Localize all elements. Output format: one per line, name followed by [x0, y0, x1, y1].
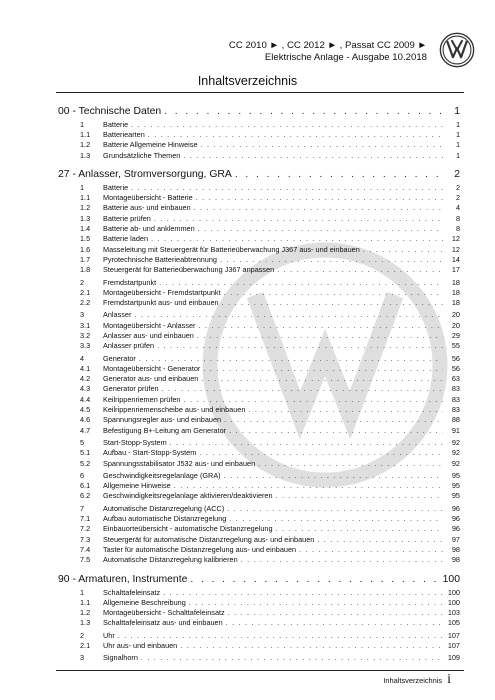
- toc-entry-number: 1.3: [80, 213, 91, 223]
- toc-entry[interactable]: [58, 374, 460, 384]
- dot-leader: [299, 545, 443, 554]
- toc-entry[interactable]: [58, 587, 460, 597]
- toc-entry-title: Spannungsregler aus- und einbauen: [103, 415, 222, 425]
- toc-page-number: 92: [451, 437, 460, 447]
- toc-entry[interactable]: [58, 297, 460, 307]
- toc-entry[interactable]: [58, 254, 460, 264]
- dot-leader: [226, 618, 443, 627]
- toc-entry[interactable]: [58, 458, 460, 468]
- toc-entry-number: 3.1: [80, 320, 91, 330]
- toc-entry-number: 3.2: [80, 330, 91, 340]
- toc-entry-title: Geschwindigkeitsregelanlage aktivieren/deaktivieren: [103, 491, 273, 501]
- toc-entry[interactable]: [58, 618, 460, 628]
- toc-entry-number: 4.5: [80, 405, 91, 415]
- toc-page-number: 63: [451, 374, 460, 384]
- toc-page-number: 95: [451, 481, 460, 491]
- dot-leader: [164, 106, 443, 117]
- toc-entry-title: Batterie aus- und einbauen: [103, 203, 191, 213]
- toc-entry-number: 3.3: [80, 341, 91, 351]
- toc-entry-number: 7.4: [80, 544, 91, 554]
- dot-leader: [248, 405, 443, 414]
- page-title: Inhaltsverzeichnis: [197, 74, 298, 88]
- toc-entry[interactable]: [58, 320, 460, 330]
- toc-entry-number: 1: [80, 587, 85, 597]
- toc-page-number: 107: [447, 641, 460, 650]
- dot-leader: [224, 288, 443, 297]
- toc-entry-number: 1.2: [80, 140, 91, 150]
- toc-entry[interactable]: [58, 555, 460, 565]
- dot-leader: [224, 471, 443, 480]
- toc-entry-title: Automatische Distanzregelung (ACC): [103, 503, 225, 513]
- toc-entry-title: Anlasser: [103, 310, 132, 320]
- toc-page-number: 105: [447, 618, 460, 628]
- toc-page-number: 18: [451, 277, 460, 287]
- toc-entry-title: Montageübersicht - Batterie: [103, 193, 193, 203]
- title-divider: [56, 92, 464, 93]
- toc-entry[interactable]: [58, 534, 460, 544]
- toc-entry-title: Geschwindigkeitsregelanlage (GRA): [103, 470, 221, 480]
- toc-entry-title: Anlasser prüfen: [103, 341, 155, 351]
- toc-page-number: 1: [455, 119, 460, 129]
- dot-leader: [194, 203, 443, 212]
- toc-entry-number: 6.1: [80, 481, 91, 491]
- toc-page-number: 4: [455, 203, 460, 213]
- toc-page-number: 56: [451, 353, 460, 363]
- toc-entry[interactable]: [58, 448, 460, 458]
- dot-leader: [162, 384, 443, 393]
- dot-leader: [228, 608, 443, 617]
- toc-entry-title: Einbauorteübersicht - automatische Distanzregelung: [103, 524, 273, 534]
- toc-entry-number: 4.2: [80, 374, 91, 384]
- toc-entry-title: Aufbau automatische Distanzregelung: [103, 514, 227, 524]
- toc-entry-title: Uhr: [103, 630, 115, 640]
- header-models: CC 2010 ► , CC 2012 ► , Passat CC 2009 ►: [228, 40, 427, 51]
- toc-entry-number: 1.1: [80, 193, 91, 203]
- toc-page-number: 96: [451, 514, 460, 524]
- dot-leader: [229, 426, 443, 435]
- toc-page-number: 100: [442, 573, 460, 585]
- toc-entry[interactable]: [58, 491, 460, 501]
- toc-page-number: 18: [451, 298, 460, 308]
- toc-entry-title: Batterie prüfen: [103, 213, 151, 223]
- toc-page-number: 17: [451, 265, 460, 275]
- dot-leader: [276, 491, 443, 500]
- toc-entry-title: Aufbau - Start-Stopp-System: [103, 448, 197, 458]
- toc-entry-title: Montageübersicht - Generator: [103, 363, 201, 373]
- toc-entry[interactable]: [58, 341, 460, 351]
- header-edition: Elektrische Anlage - Ausgabe 10.2018: [264, 51, 427, 63]
- toc-entry-number: 4.3: [80, 384, 91, 394]
- toc-page-number: 92: [451, 458, 460, 468]
- toc-entry-number: 3: [80, 653, 85, 663]
- toc-entry[interactable]: [58, 653, 460, 663]
- toc-entry-number: 7.3: [80, 534, 91, 544]
- toc-page-number: 56: [451, 363, 460, 373]
- dot-leader: [174, 481, 443, 490]
- toc-entry-title: Grundsätzliche Themen: [103, 150, 181, 160]
- dot-leader: [198, 224, 443, 233]
- dot-leader: [222, 298, 443, 307]
- toc-entry[interactable]: [58, 310, 460, 320]
- toc-entry[interactable]: [58, 234, 460, 244]
- dot-leader: [131, 120, 443, 129]
- toc-entry[interactable]: [58, 415, 460, 425]
- dot-leader: [157, 341, 443, 350]
- toc-entry-number: 6: [80, 470, 85, 480]
- toc-page-number: 55: [451, 341, 460, 351]
- dot-leader: [141, 653, 443, 662]
- dot-leader: [170, 438, 443, 447]
- toc-entry-title: Taster für automatische Distanzregelung aus- und einbauen: [103, 544, 297, 554]
- toc-entry-title: Schalttafeleinsatz: [103, 587, 161, 597]
- toc-page-number: 100: [447, 587, 460, 597]
- toc-entry[interactable]: [58, 287, 460, 297]
- toc-entry-title: Steuergerät für automatische Distanzregelung aus- und einbauen: [103, 534, 315, 544]
- toc-entry-title: Anlasser aus- und einbauen: [103, 330, 194, 340]
- toc-entry-number: 2.2: [80, 298, 91, 308]
- toc-section-title: 27 - Anlasser, Stromversorgung, GRA: [58, 169, 232, 181]
- toc-page-number: 96: [451, 524, 460, 534]
- toc-page-number: 2: [455, 182, 460, 192]
- toc-entry-title: Allgemeine Hinweise: [103, 481, 171, 491]
- toc-entry-number: 1: [80, 119, 85, 129]
- toc-entry-title: Keilrippenriemenscheibe aus- und einbauen: [103, 405, 246, 415]
- dot-leader: [190, 574, 439, 585]
- toc-entry-number: 5.2: [80, 458, 91, 468]
- toc-page-number: 12: [451, 244, 460, 254]
- toc-entry-number: 4.1: [80, 363, 91, 373]
- toc-entry[interactable]: [58, 481, 460, 491]
- toc-entry-number: 1: [80, 182, 85, 192]
- toc-page-number: 1: [455, 140, 460, 150]
- dot-leader: [148, 130, 443, 139]
- toc-page-number: 20: [451, 310, 460, 320]
- toc-entry-title: Generator: [103, 353, 136, 363]
- toc-entry[interactable]: [58, 544, 460, 554]
- toc-entry[interactable]: [58, 129, 460, 139]
- toc-entry[interactable]: [58, 513, 460, 523]
- toc-page-number: 83: [451, 394, 460, 404]
- dot-leader: [241, 555, 443, 564]
- toc-entry[interactable]: [58, 244, 460, 254]
- toc-entry-title: Uhr aus- und einbauen: [103, 641, 178, 650]
- toc-entry-number: 6.2: [80, 491, 91, 501]
- toc-entry-number: 1.2: [80, 203, 91, 213]
- toc-entry-number: 4.4: [80, 394, 91, 404]
- toc-page-number: 92: [451, 448, 460, 458]
- toc-entry[interactable]: [58, 503, 460, 513]
- toc-entry-number: 7: [80, 503, 85, 513]
- toc-entry[interactable]: [58, 277, 460, 287]
- toc-entry-title: Fremdstartpunkt: [103, 277, 157, 287]
- toc-entry[interactable]: [58, 182, 460, 192]
- toc-page-number: 1: [455, 129, 460, 139]
- table-of-contents: [58, 97, 460, 663]
- dot-leader: [199, 448, 443, 457]
- toc-entry[interactable]: [58, 265, 460, 275]
- footer-divider: [56, 670, 464, 671]
- toc-entry-number: 4: [80, 353, 85, 363]
- toc-entry[interactable]: [58, 150, 460, 160]
- toc-entry[interactable]: [58, 630, 460, 640]
- toc-entry[interactable]: [58, 363, 460, 373]
- toc-entry-number: 1.5: [80, 234, 91, 244]
- toc-entry[interactable]: [58, 640, 460, 650]
- dot-leader: [189, 598, 443, 607]
- toc-entry-title: Pyrotechnische Batterieabtrennung: [103, 254, 217, 264]
- dot-leader: [363, 245, 443, 254]
- toc-entry-number: 1.3: [80, 150, 91, 160]
- toc-entry-number: 2: [80, 277, 85, 287]
- toc-entry-title: Fremdstartpunkt aus- und einbauen: [103, 298, 219, 308]
- toc-entry-number: 7.2: [80, 524, 91, 534]
- dot-leader: [229, 514, 443, 523]
- toc-entry-number: 2.1: [80, 641, 91, 650]
- toc-page-number: 1: [455, 150, 460, 160]
- toc-entry[interactable]: [58, 192, 460, 202]
- dot-leader: [118, 631, 443, 640]
- toc-page-number: 95: [451, 470, 460, 480]
- toc-page-number: 2: [455, 193, 460, 203]
- dot-leader: [258, 459, 443, 468]
- toc-page-number: 29: [451, 330, 460, 340]
- dot-leader: [235, 169, 443, 180]
- dot-leader: [276, 524, 443, 533]
- dot-leader: [317, 535, 443, 544]
- toc-entry[interactable]: [58, 470, 460, 480]
- dot-leader: [203, 364, 443, 373]
- toc-page-number: 12: [451, 234, 460, 244]
- toc-entry-number: 4.6: [80, 415, 91, 425]
- dot-leader: [163, 588, 443, 597]
- toc-section-title: 00 - Technische Daten: [58, 106, 162, 117]
- dot-leader: [220, 255, 443, 264]
- toc-entry-title: Generator prüfen: [103, 384, 159, 394]
- toc-section[interactable]: [58, 568, 460, 585]
- toc-entry-title: Keilrippenriemen prüfen: [103, 394, 181, 404]
- toc-entry-number: 5.1: [80, 448, 91, 458]
- toc-page-number: 83: [451, 405, 460, 415]
- toc-entry[interactable]: [58, 140, 460, 150]
- toc-entry[interactable]: [58, 607, 460, 617]
- toc-entry-title: Befestigung B+-Leitung am Generator: [103, 425, 227, 435]
- dot-leader: [134, 310, 443, 319]
- toc-entry-number: 2: [80, 630, 85, 640]
- toc-entry-title: Montageübersicht - Anlasser: [103, 320, 196, 330]
- toc-entry-title: Batterie laden: [103, 234, 149, 244]
- dot-leader: [277, 265, 443, 274]
- toc-entry-title: Spannungsstabilisator J532 aus- und einbauen: [103, 458, 256, 468]
- dot-leader: [183, 151, 443, 160]
- toc-entry[interactable]: [58, 394, 460, 404]
- toc-entry[interactable]: [58, 223, 460, 233]
- toc-entry[interactable]: [58, 597, 460, 607]
- toc-entry[interactable]: [58, 425, 460, 435]
- dot-leader: [131, 183, 443, 192]
- toc-entry-title: Start-Stopp-System: [103, 437, 167, 447]
- toc-section-title: 90 - Armaturen, Instrumente: [58, 573, 188, 585]
- toc-entry-title: Batteriearten: [103, 129, 145, 139]
- dot-leader: [201, 140, 443, 149]
- dot-leader: [139, 354, 443, 363]
- toc-entry-number: 5: [80, 437, 85, 447]
- toc-entry-title: Schalttafeleinsatz aus- und einbauen: [103, 618, 223, 628]
- dot-leader: [180, 641, 443, 650]
- toc-entry-title: Generator aus- und einbauen: [103, 374, 199, 384]
- toc-section[interactable]: [58, 100, 460, 117]
- toc-page-number: 97: [451, 534, 460, 544]
- toc-entry-title: Batterie: [103, 182, 129, 192]
- dot-leader: [196, 193, 443, 202]
- toc-entry[interactable]: [58, 384, 460, 394]
- toc-entry-number: 4.7: [80, 425, 91, 435]
- dot-leader: [183, 395, 443, 404]
- toc-page-number: 100: [447, 597, 460, 607]
- toc-entry-number: 1.1: [80, 597, 91, 607]
- toc-page-number: 103: [447, 608, 460, 618]
- toc-entry[interactable]: [58, 213, 460, 223]
- toc-page-number: 2: [454, 169, 460, 181]
- toc-entry-number: 3: [80, 310, 85, 320]
- toc-entry-title: Signalhorn: [103, 653, 138, 663]
- toc-entry-number: 1.6: [80, 244, 91, 254]
- vw-logo-icon: [439, 32, 475, 68]
- toc-entry[interactable]: [58, 524, 460, 534]
- dot-leader: [201, 374, 443, 383]
- toc-page-number: 107: [447, 630, 460, 640]
- toc-entry-number: 1.4: [80, 224, 91, 234]
- dot-leader: [198, 321, 443, 330]
- dot-leader: [224, 415, 443, 424]
- toc-entry[interactable]: [58, 437, 460, 447]
- footer-label: Inhaltsverzeichnis: [383, 676, 443, 685]
- toc-entry-number: 1.8: [80, 265, 91, 275]
- toc-page-number: 83: [451, 384, 460, 394]
- toc-entry-title: Batterie ab- und anklemmen: [103, 224, 195, 234]
- toc-page-number: 95: [451, 491, 460, 501]
- toc-section[interactable]: [58, 163, 460, 180]
- toc-entry-title: Batterie Allgemeine Hinweise: [103, 140, 198, 150]
- toc-entry-number: 1.2: [80, 608, 91, 618]
- toc-entry[interactable]: [58, 353, 460, 363]
- toc-page-number: 88: [451, 415, 460, 425]
- dot-leader: [227, 504, 443, 513]
- toc-entry-title: Automatische Distanzregelung kalibrieren: [103, 555, 238, 565]
- toc-page-number: 8: [455, 213, 460, 223]
- toc-entry[interactable]: [58, 203, 460, 213]
- dot-leader: [159, 278, 443, 287]
- toc-entry-title: Montageübersicht - Schalttafeleinsatz: [103, 608, 225, 618]
- toc-entry-title: Batterie: [103, 119, 129, 129]
- toc-page-number: 1: [454, 106, 460, 117]
- dot-leader: [154, 214, 443, 223]
- toc-entry-number: 1.7: [80, 254, 91, 264]
- toc-entry-title: Montageübersicht - Fremdstartpunkt: [103, 287, 221, 297]
- toc-entry-number: 1.3: [80, 618, 91, 628]
- toc-page-number: 8: [455, 224, 460, 234]
- toc-entry[interactable]: [58, 330, 460, 340]
- toc-page-number: 14: [451, 254, 460, 264]
- page-footer: [383, 672, 451, 688]
- toc-page-number: 98: [451, 555, 460, 565]
- toc-page-number: 98: [451, 544, 460, 554]
- toc-entry[interactable]: [58, 404, 460, 414]
- toc-entry-number: 1.1: [80, 129, 91, 139]
- document-header: [229, 40, 427, 63]
- toc-entry-title: Masseleitung mit Steuergerät für Batterieüberwachung J367 aus- und einbauen: [103, 244, 360, 254]
- toc-page-number: 91: [451, 425, 460, 435]
- toc-entry[interactable]: [58, 119, 460, 129]
- toc-page-number: 109: [447, 653, 460, 663]
- toc-entry-title: Allgemeine Beschreibung: [103, 597, 186, 607]
- footer-page-number: i: [447, 672, 451, 687]
- toc-page-number: 20: [451, 320, 460, 330]
- dot-leader: [197, 331, 443, 340]
- dot-leader: [151, 234, 443, 243]
- toc-entry-number: 7.1: [80, 514, 91, 524]
- toc-entry-title: Steuergerät für Batterieüberwachung J367 anpassen: [103, 265, 275, 275]
- toc-entry-number: 7.5: [80, 555, 91, 565]
- toc-page-number: 18: [451, 287, 460, 297]
- toc-page-number: 96: [451, 503, 460, 513]
- toc-entry-number: 2.1: [80, 287, 91, 297]
